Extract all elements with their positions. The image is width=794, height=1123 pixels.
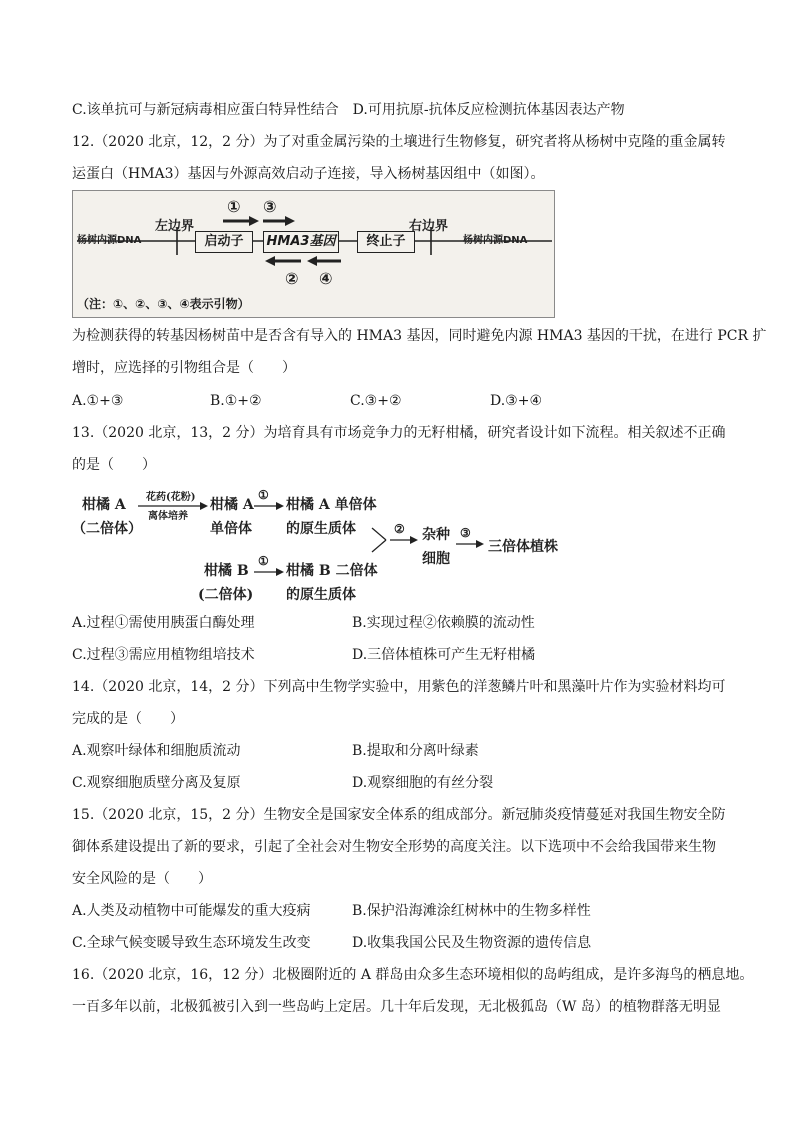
q15-option-d: D.收集我国公民及生物资源的遗传信息 — [352, 935, 592, 951]
primer-3-label: ③ — [263, 197, 277, 216]
primer-1-label: ① — [227, 197, 241, 216]
q12-option-b: B.①+② — [210, 393, 262, 409]
question-15-stem-cont-2: 安全风险的是（ ） — [72, 871, 212, 887]
q15-option-b: B.保护沿海滩涂红树林中的生物多样性 — [352, 903, 591, 919]
step-3-label: ③ — [460, 526, 471, 540]
q15-option-a: A.人类及动植物中可能爆发的重大疫病 — [72, 903, 311, 919]
question-15-stem-cont: 御体系建设提出了新的要求，引起了全社会对生物安全形势的高度关注。以下选项中不会给我国带来生物 — [72, 839, 716, 855]
dna-construct-figure — [72, 190, 555, 318]
question-12-stem-3: 增时，应选择的引物组合是（ ） — [72, 360, 296, 376]
question-13-stem-cont: 的是（ ） — [72, 457, 156, 473]
option-d-prev: D.可用抗原-抗体反应检测抗体基因表达产物 — [352, 102, 625, 118]
anther-culture-bottom-label: 离体培养 — [148, 511, 188, 522]
citrus-a-haploid-label-2: 单倍体 — [210, 521, 252, 537]
protoplast-b-label-2: 的原生质体 — [286, 587, 356, 603]
citrus-a-haploid-label: 柑橘 A — [210, 497, 254, 513]
anther-culture-top-label: 花药(花粉) — [146, 492, 196, 503]
q14-option-c: C.观察细胞质壁分离及复原 — [72, 775, 241, 791]
dna-right-label: 杨树内源DNA — [463, 235, 528, 246]
hybrid-cell-label: 杂种 — [422, 527, 450, 543]
hybrid-cell-label-2: 细胞 — [422, 551, 450, 567]
protoplast-a-label-2: 的原生质体 — [286, 521, 356, 537]
q12-option-d: D.③+④ — [490, 393, 543, 409]
primer-2-label: ② — [285, 269, 299, 288]
step-2-label: ② — [394, 522, 405, 536]
citrus-breeding-flow — [72, 488, 672, 606]
q14-option-b: B.提取和分离叶绿素 — [352, 743, 479, 759]
question-13-stem: 13.（2020 北京，13，2 分）为培育具有市场竞争力的无籽柑橘，研究者设计如下流程。相关叙述不正确 — [72, 425, 726, 441]
question-16-stem-cont: 一百多年以前，北极狐被引入到一些岛屿上定居。几十年后发现，无北极狐岛（W 岛）的植物群落无明显 — [72, 999, 721, 1015]
protoplast-a-label: 柑橘 A 单倍体 — [286, 497, 377, 513]
hma3-gene-box: HMA3基因 — [263, 231, 339, 253]
primer-4-label: ④ — [319, 269, 333, 288]
question-14-stem: 14.（2020 北京，14，2 分）下列高中生物学实验中，用紫色的洋葱鳞片叶和黑藻叶片作为实验材料均可 — [72, 679, 726, 695]
triploid-plant-label: 三倍体植株 — [488, 539, 558, 555]
step-1b-label: ① — [258, 554, 269, 568]
q12-option-a: A.①+③ — [72, 393, 124, 409]
q14-option-d: D.观察细胞的有丝分裂 — [352, 775, 494, 791]
q13-option-b: B.实现过程②依赖膜的流动性 — [352, 615, 535, 631]
dna-left-label: 杨树内源DNA — [77, 235, 142, 246]
question-15-stem: 15.（2020 北京，15，2 分）生物安全是国家安全体系的组成部分。新冠肺炎疫情蔓延对我国生物安全防 — [72, 807, 726, 823]
q13-option-d: D.三倍体植株可产生无籽柑橘 — [352, 647, 536, 663]
q12-option-c: C.③+② — [350, 393, 402, 409]
question-16-stem: 16.（2020 北京，16，12 分）北极圈附近的 A 群岛由众多生态环境相似的岛屿组成，是许多海鸟的栖息地。 — [72, 967, 754, 983]
terminator-box: 终止子 — [357, 231, 415, 253]
citrus-a-diploid-label: （二倍体） — [72, 521, 142, 537]
question-12-stem: 12.（2020 北京，12，2 分）为了对重金属污染的土壤进行生物修复，研究者将从杨树中克隆的重金属转 — [72, 134, 726, 150]
step-1a-label: ① — [258, 488, 269, 502]
promoter-box: 启动子 — [195, 231, 253, 253]
q13-option-a: A.过程①需使用胰蛋白酶处理 — [72, 615, 255, 631]
protoplast-b-label: 柑橘 B 二倍体 — [286, 563, 378, 579]
citrus-a-label: 柑橘 A — [82, 497, 126, 513]
question-12-stem-2: 为检测获得的转基因杨树苗中是否含有导入的 HMA3 基因，同时避免内源 HMA3 基因的干扰，在进行 PCR 扩 — [72, 328, 767, 344]
right-border-label: 右边界 — [409, 219, 449, 234]
q14-option-a: A.观察叶绿体和细胞质流动 — [72, 743, 241, 759]
question-12-stem-cont: 运蛋白（HMA3）基因与外源高效启动子连接，导入杨树基因组中（如图）。 — [72, 166, 545, 182]
citrus-b-diploid-label: (二倍体) — [198, 587, 254, 603]
option-c-prev: C.该单抗可与新冠病毒相应蛋白特异性结合 D.可用抗原-抗体反应检测抗体基因表达产物 — [72, 102, 625, 118]
q15-option-c: C.全球气候变暖导致生态环境发生改变 — [72, 935, 311, 951]
question-14-stem-cont: 完成的是（ ） — [72, 711, 184, 727]
citrus-b-label: 柑橘 B — [204, 563, 249, 579]
left-border-label: 左边界 — [155, 219, 195, 234]
figure-note: （注：①、②、③、④表示引物） — [77, 297, 250, 311]
q13-option-c: C.过程③需应用植物组培技术 — [72, 647, 255, 663]
